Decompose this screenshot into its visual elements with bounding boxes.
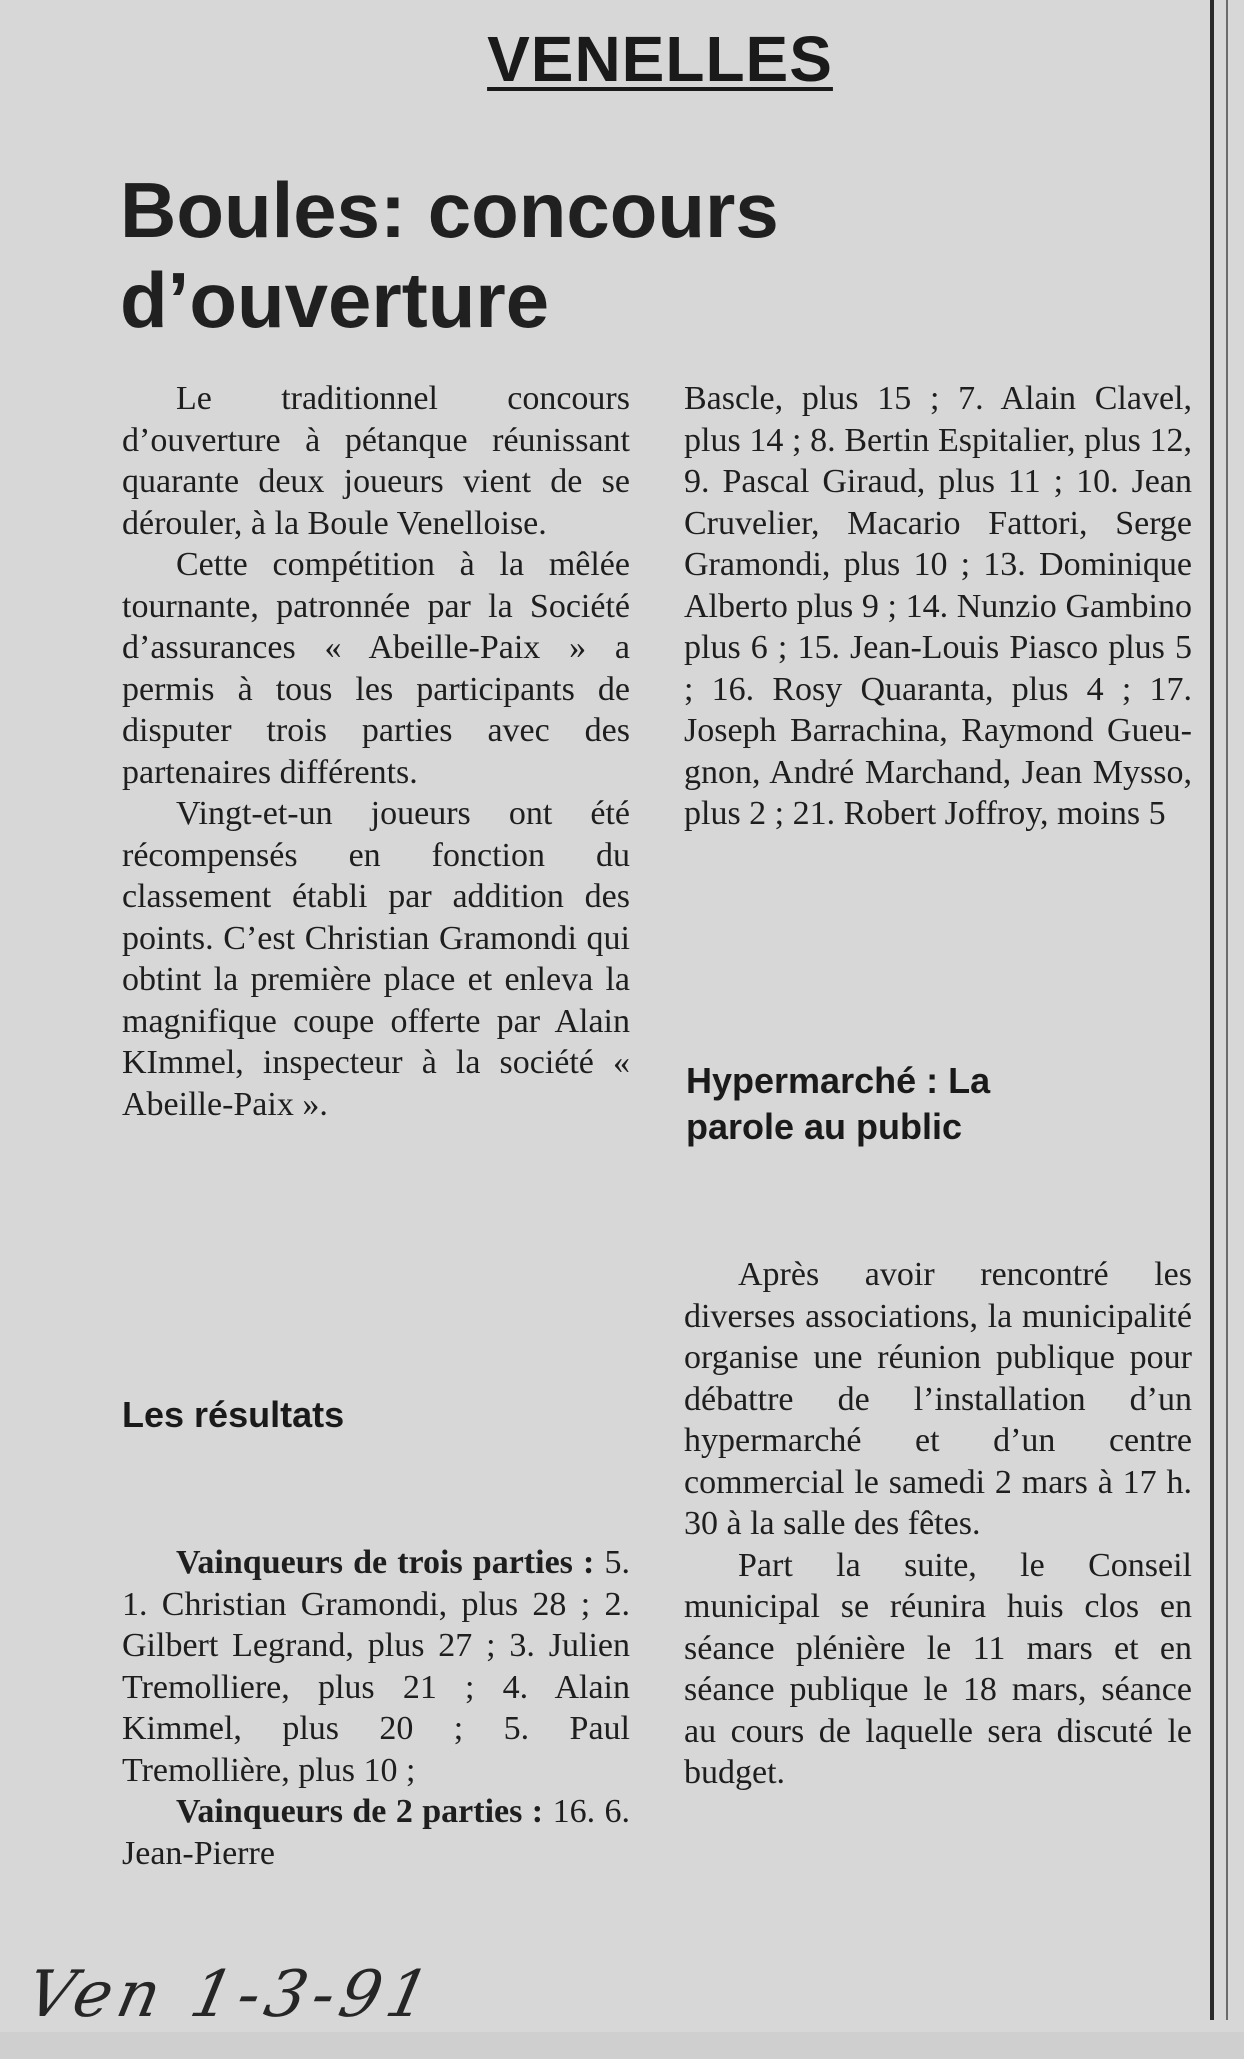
paragraph-council: Part la suite, le Conseil municipal se réunira huis clos en séance plénière le 11 mars et en séance publique le 18 mars, séance au cours de laquelle sera discuté le budget. xyxy=(684,1546,1192,1791)
column-rule xyxy=(1210,0,1214,2020)
paragraph-intro: Le traditionnel concours d’ouverture à pétanque réunissant quarante deux joueurs vient de se dérouler, à la Boule Venelloise. xyxy=(122,380,630,542)
clipping-bottom-edge xyxy=(0,2032,1244,2059)
headline xyxy=(120,165,920,345)
handwritten-date-note: Ven 1-3-91 xyxy=(20,1958,442,2032)
hypermarket-article xyxy=(684,1254,1192,1794)
results-three-wins-text: 5. 1. Christian Gramondi, plus 28 ; 2. Gilbert Legrand, plus 27 ; 3. Julien Tremolliere, plus 21 ; 4. Alain Kimmel, plus 20 ; 5. Paul Tremollière, plus 10 ; xyxy=(122,1544,630,1789)
results-two-wins xyxy=(122,1791,630,1874)
column-left xyxy=(122,378,630,1125)
results-three-wins xyxy=(122,1542,630,1791)
column-right xyxy=(684,378,1192,835)
column-rule-secondary xyxy=(1226,0,1228,2020)
hypermarket-heading: Hypermarché : La parole au public xyxy=(686,1060,991,1147)
paragraph-meeting: Après avoir rencontré les diverses associations, la municipalité organise une réunion publique pour débattre de l’installation d’un hypermarché et d’un centre commercial le samedi 2 mars à 17 h. 30 à la salle des fêtes. xyxy=(684,1256,1192,1542)
results-continued: Bascle, plus 15 ; 7. Alain Clavel, plus 14 ; 8. Bertin Espitalier, plus 12, 9. Pascal Giraud, plus 11 ; 10. Jean Cruvelier, Macario Fattori, Serge Gramondi, plus 10 ; 13. Dominique Alberto plus 9 ; 14. Nunzio Gambino plus 6 ; 15. Jean-Louis Piasco plus 5 ; 16. Rosy Quaranta, plus 4 ; 17. Joseph Barrachina, Raymond Gueugnon, André Marchand, Jean Mysso, plus 2 ; 21. Robert Joffroy, moins 5 xyxy=(684,380,1192,832)
results-three-wins-label: Vainqueurs de trois parties : xyxy=(176,1544,595,1581)
headline-line-1: Boules: concours xyxy=(120,166,779,254)
paragraph-winners: Vingt-et-un joueurs ont été récompensés en fonction du classement établi par addition des points. C’est Christian Gramondi qui obtint la première place et enleva la magnifique coupe offerte par Alain KImmel, inspecteur à la société « Abeille-Paix ». xyxy=(122,795,630,1123)
results-two-wins-label: Vainqueurs de 2 parties : xyxy=(176,1793,544,1830)
results-heading: Les résultats xyxy=(122,1394,345,1435)
results-two-wins-text: 16. 6. Jean-Pierre xyxy=(122,1793,631,1872)
results-list xyxy=(122,1542,630,1874)
section-kicker: VENELLES xyxy=(487,23,833,95)
paragraph-competition: Cette compétition à la mêlée tournante, patronnée par la Société d’assurances « Abeille-Paix » a permis à tous les participants de disputer trois parties avec des partenaires différents. xyxy=(122,546,630,791)
headline-line-2: d’ouverture xyxy=(120,256,550,344)
